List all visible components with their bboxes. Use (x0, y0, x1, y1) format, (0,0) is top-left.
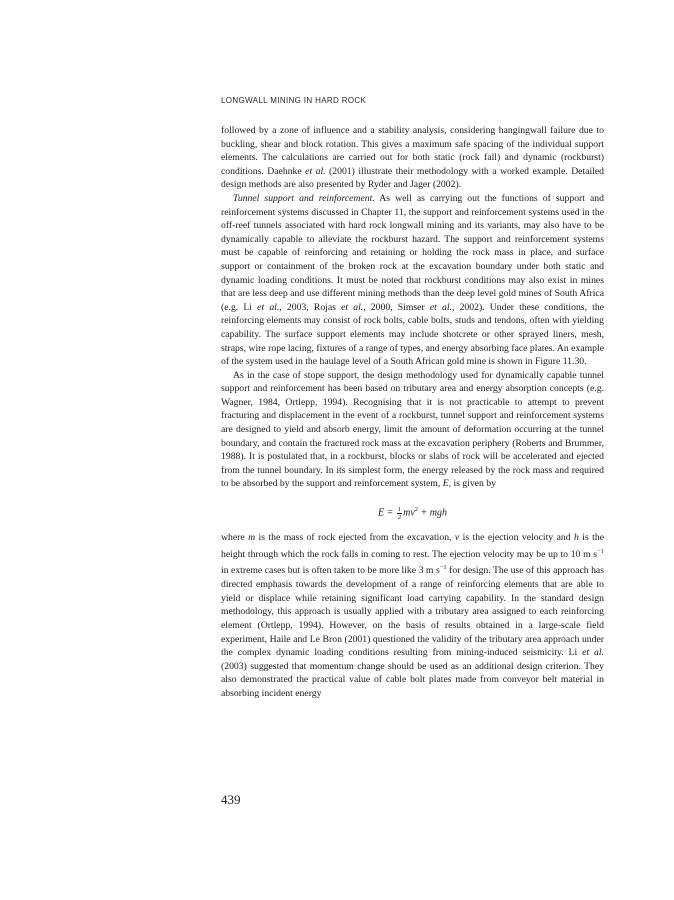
paragraph-3: As in the case of stope support, the design methodology used for dynamically capable tunnel support and reinforcement has been based on tributary area and energy absorption concepts (e.g. Wagner, 1984, Ortlepp, 1994). Recognising that it is not practicable to attempt to prevent fracturing and displacement in the event of a rockburst, tunnel support and reinforcement systems are designed to yield and absorb energy, limit the amount of deformation occurring at the tunnel boundary, and contain the fractured rock mass at the excavation periphery (Roberts and Brummer, 1988). It is postulated that, in a rockburst, blocks or slabs of rock will be accelerated and ejected from the tunnel boundary. In its simplest form, the energy released by the rock mass and required to be absorbed by the support and reinforcement system, E, is given by (221, 369, 604, 490)
paragraph-4: where m is the mass of rock ejected from the excavation, v is the ejection velocity and h is the height through which the rock falls in coming to rest. The ejection velocity may be up to 10 m $s^{-1}$ in extreme cases but is often taken to be more like 3 m $s^{-1}$ for design. The use of this approach has directed emphasis towards the development of a range of reinforcing elements that are able to yield or displace while retaining significant load carrying capability. In the standard design methodology, this approach is usually applied with a tributary area assigned to each reinforcing element (Ortlepp, 1994). However, on the basis of results obtained in a large-scale field experiment, Haile and Le Bron (2001) questioned the validity of the tributary area approach under the complex dynamic loading conditions resulting from mining-induced seismicity. Li et al. (2003) suggested that momentum change should be used as an additional design criterion. They also demonstrated the practical value of cable bolt plates made from conveyor belt material in absorbing incident energy (221, 532, 605, 700)
energy-equation: E = $\frac{1}{2}$ $mv^2$ + mgh (377, 505, 447, 521)
section-run-in-title: Tunnel support and reinforcement. (233, 192, 375, 204)
fraction-one-half: $\frac{1}{2}$ (397, 505, 402, 521)
paragraph-2: Tunnel support and reinforcement. As well as carrying out the functions of support and reinforcement systems discussed in Chapter 11, the support and reinforcement systems used in the off-reef tunnels associated with hard rock longwall mining and its variants, may also have to be dynamically capable to alleviate the rockburst hazard. The support and reinforcement systems must be capable of reinforcing and retaining or holding the rock mass in place, and surface support or containment of the broken rock at the excavation boundary under both static and dynamic loading conditions. It must be noted that rockburst conditions may also exist in mines that are less deep and use different mining methods than the deep level gold mines of South Africa (e.g. Li et al., 2003, Rojas et al., 2000, Simser et al., 2002). Under these conditions, the reinforcing elements may consist of rock bolts, cable bolts, studs and tendons, often with yielding capability. The surface support elements may include shotcrete or other sprayed liners, mesh, straps, wire rope lacing, fixtures of a range of types, and energy absorbing face plates. An example of the system used in the haulage level of a South African gold mine is shown in Figure 11.30. (221, 192, 605, 368)
page-number: 439 (221, 792, 241, 807)
running-header: LONGWALL MINING IN HARD ROCK (221, 96, 367, 105)
paragraph-1: followed by a zone of influence and a stability analysis, considering hangingwall failure due to buckling, shear and block rotation. This gives a maximum safe spacing of the individual support elements. The calculations are carried out for both static (rock fall) and dynamic (rockburst) conditions. Daehnke et al. (2001) illustrate their methodology with a worked example. Detailed design methods are also presented by Ryder and Jager (2002). (221, 125, 605, 191)
body-text (221, 124, 604, 701)
